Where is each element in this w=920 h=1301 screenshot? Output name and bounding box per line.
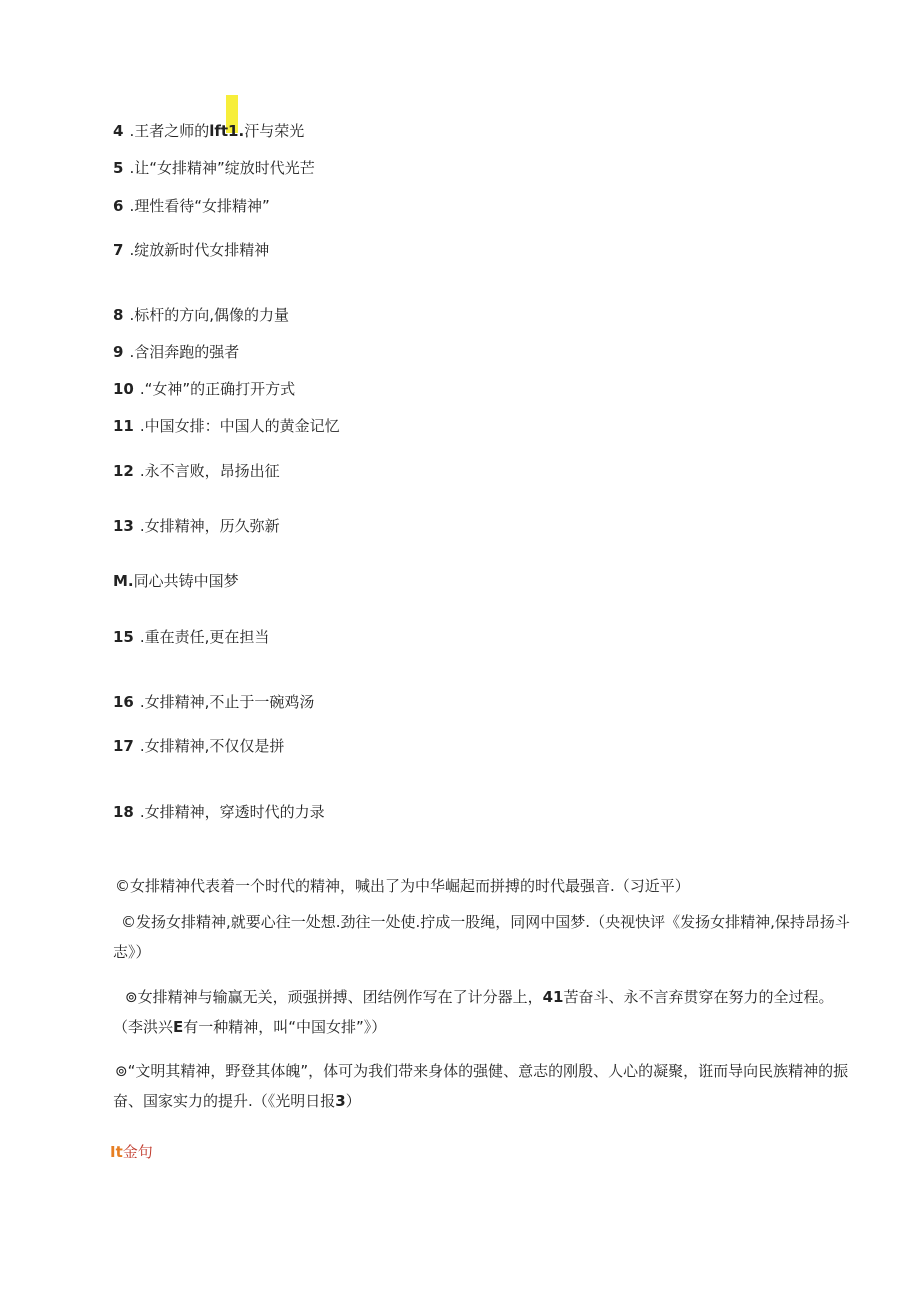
item-text: 同心共铸中国梦 xyxy=(133,572,239,590)
item-number: 15 xyxy=(113,628,134,646)
item-text: .王者之师的 xyxy=(129,122,210,140)
item-number: 11 xyxy=(113,417,134,435)
list-item xyxy=(113,461,280,481)
item-number: M. xyxy=(113,572,134,590)
item-text: .中国女排：中国人的黄金记忆 xyxy=(139,417,340,435)
item-number: 7 xyxy=(113,241,124,259)
quote-paragraph: ©女排精神代表着一个时代的精神，喊出了为中华崛起而拼搏的时代最强音.（习近平） xyxy=(115,877,690,895)
item-text: .女排精神，历久弥新 xyxy=(139,517,280,535)
list-item xyxy=(113,516,280,536)
item-text: .含泪奔跑的强者 xyxy=(129,343,240,361)
item-number: 18 xyxy=(113,803,134,821)
item-text: .女排精神,不止于一碗鸡汤 xyxy=(139,693,315,711)
item-number: 17 xyxy=(113,737,134,755)
item-text: .“女神”的正确打开方式 xyxy=(139,380,296,398)
list-item xyxy=(113,379,295,399)
highlight-mark xyxy=(209,121,244,141)
list-item xyxy=(113,802,325,822)
item-text: .女排精神,不仅仅是拼 xyxy=(139,737,285,755)
list-item xyxy=(113,305,289,325)
item-number: 10 xyxy=(113,380,134,398)
item-text: .理性看待“女排精神” xyxy=(129,197,270,215)
list-item xyxy=(113,342,239,362)
item-number: 6 xyxy=(113,197,124,215)
list-item xyxy=(113,627,269,647)
quote-paragraph: ⊚女排精神与输赢无关，顽强拼搏、团结例作写在了计分器上，41苦奋斗、永不言弃贯穿在努力的全过程。（李洪兴E有一种精神，叫“中国女排”》） xyxy=(113,988,834,1036)
list-item xyxy=(113,736,284,756)
item-text: 汗与荣光 xyxy=(244,122,305,140)
item-text: .绽放新时代女排精神 xyxy=(129,241,270,259)
list-item xyxy=(113,121,304,141)
item-number: 4 xyxy=(113,122,124,140)
quote-paragraph: ⊚“文明其精神，野登其体魄”，体可为我们带来身体的强健、意志的刚殷、人心的凝聚，诳而导向民族精神的振奋、国家实力的提升.（《光明日报3） xyxy=(113,1062,849,1110)
item-text: .女排精神，穿透时代的力录 xyxy=(139,803,325,821)
item-number: 5 xyxy=(113,159,124,177)
item-number: 9 xyxy=(113,343,124,361)
list-item xyxy=(113,416,340,436)
list-item xyxy=(113,196,270,216)
item-number: 13 xyxy=(113,517,134,535)
item-text: .永不言败，昂扬出征 xyxy=(139,462,280,480)
list-item xyxy=(113,240,269,260)
item-text-bold: lft1. xyxy=(209,122,245,140)
item-text: .重在责任,更在担当 xyxy=(139,628,270,646)
item-number: 16 xyxy=(113,693,134,711)
list-item xyxy=(113,158,315,178)
quote-paragraph: ©发扬女排精神,就要心往一处想.劲往一处使.拧成一股绳，同网中国梦.（央视快评《发扬女排精神,保持昂扬斗志》） xyxy=(113,913,850,961)
list-item xyxy=(113,692,314,712)
item-text: .让“女排精神”绽放时代光芒 xyxy=(129,159,315,177)
item-number: 12 xyxy=(113,462,134,480)
item-text: .标杆的方向,偶像的力量 xyxy=(129,306,289,324)
item-number: 8 xyxy=(113,306,124,324)
list-item xyxy=(113,571,239,591)
section-heading: It金句 xyxy=(110,1143,153,1161)
